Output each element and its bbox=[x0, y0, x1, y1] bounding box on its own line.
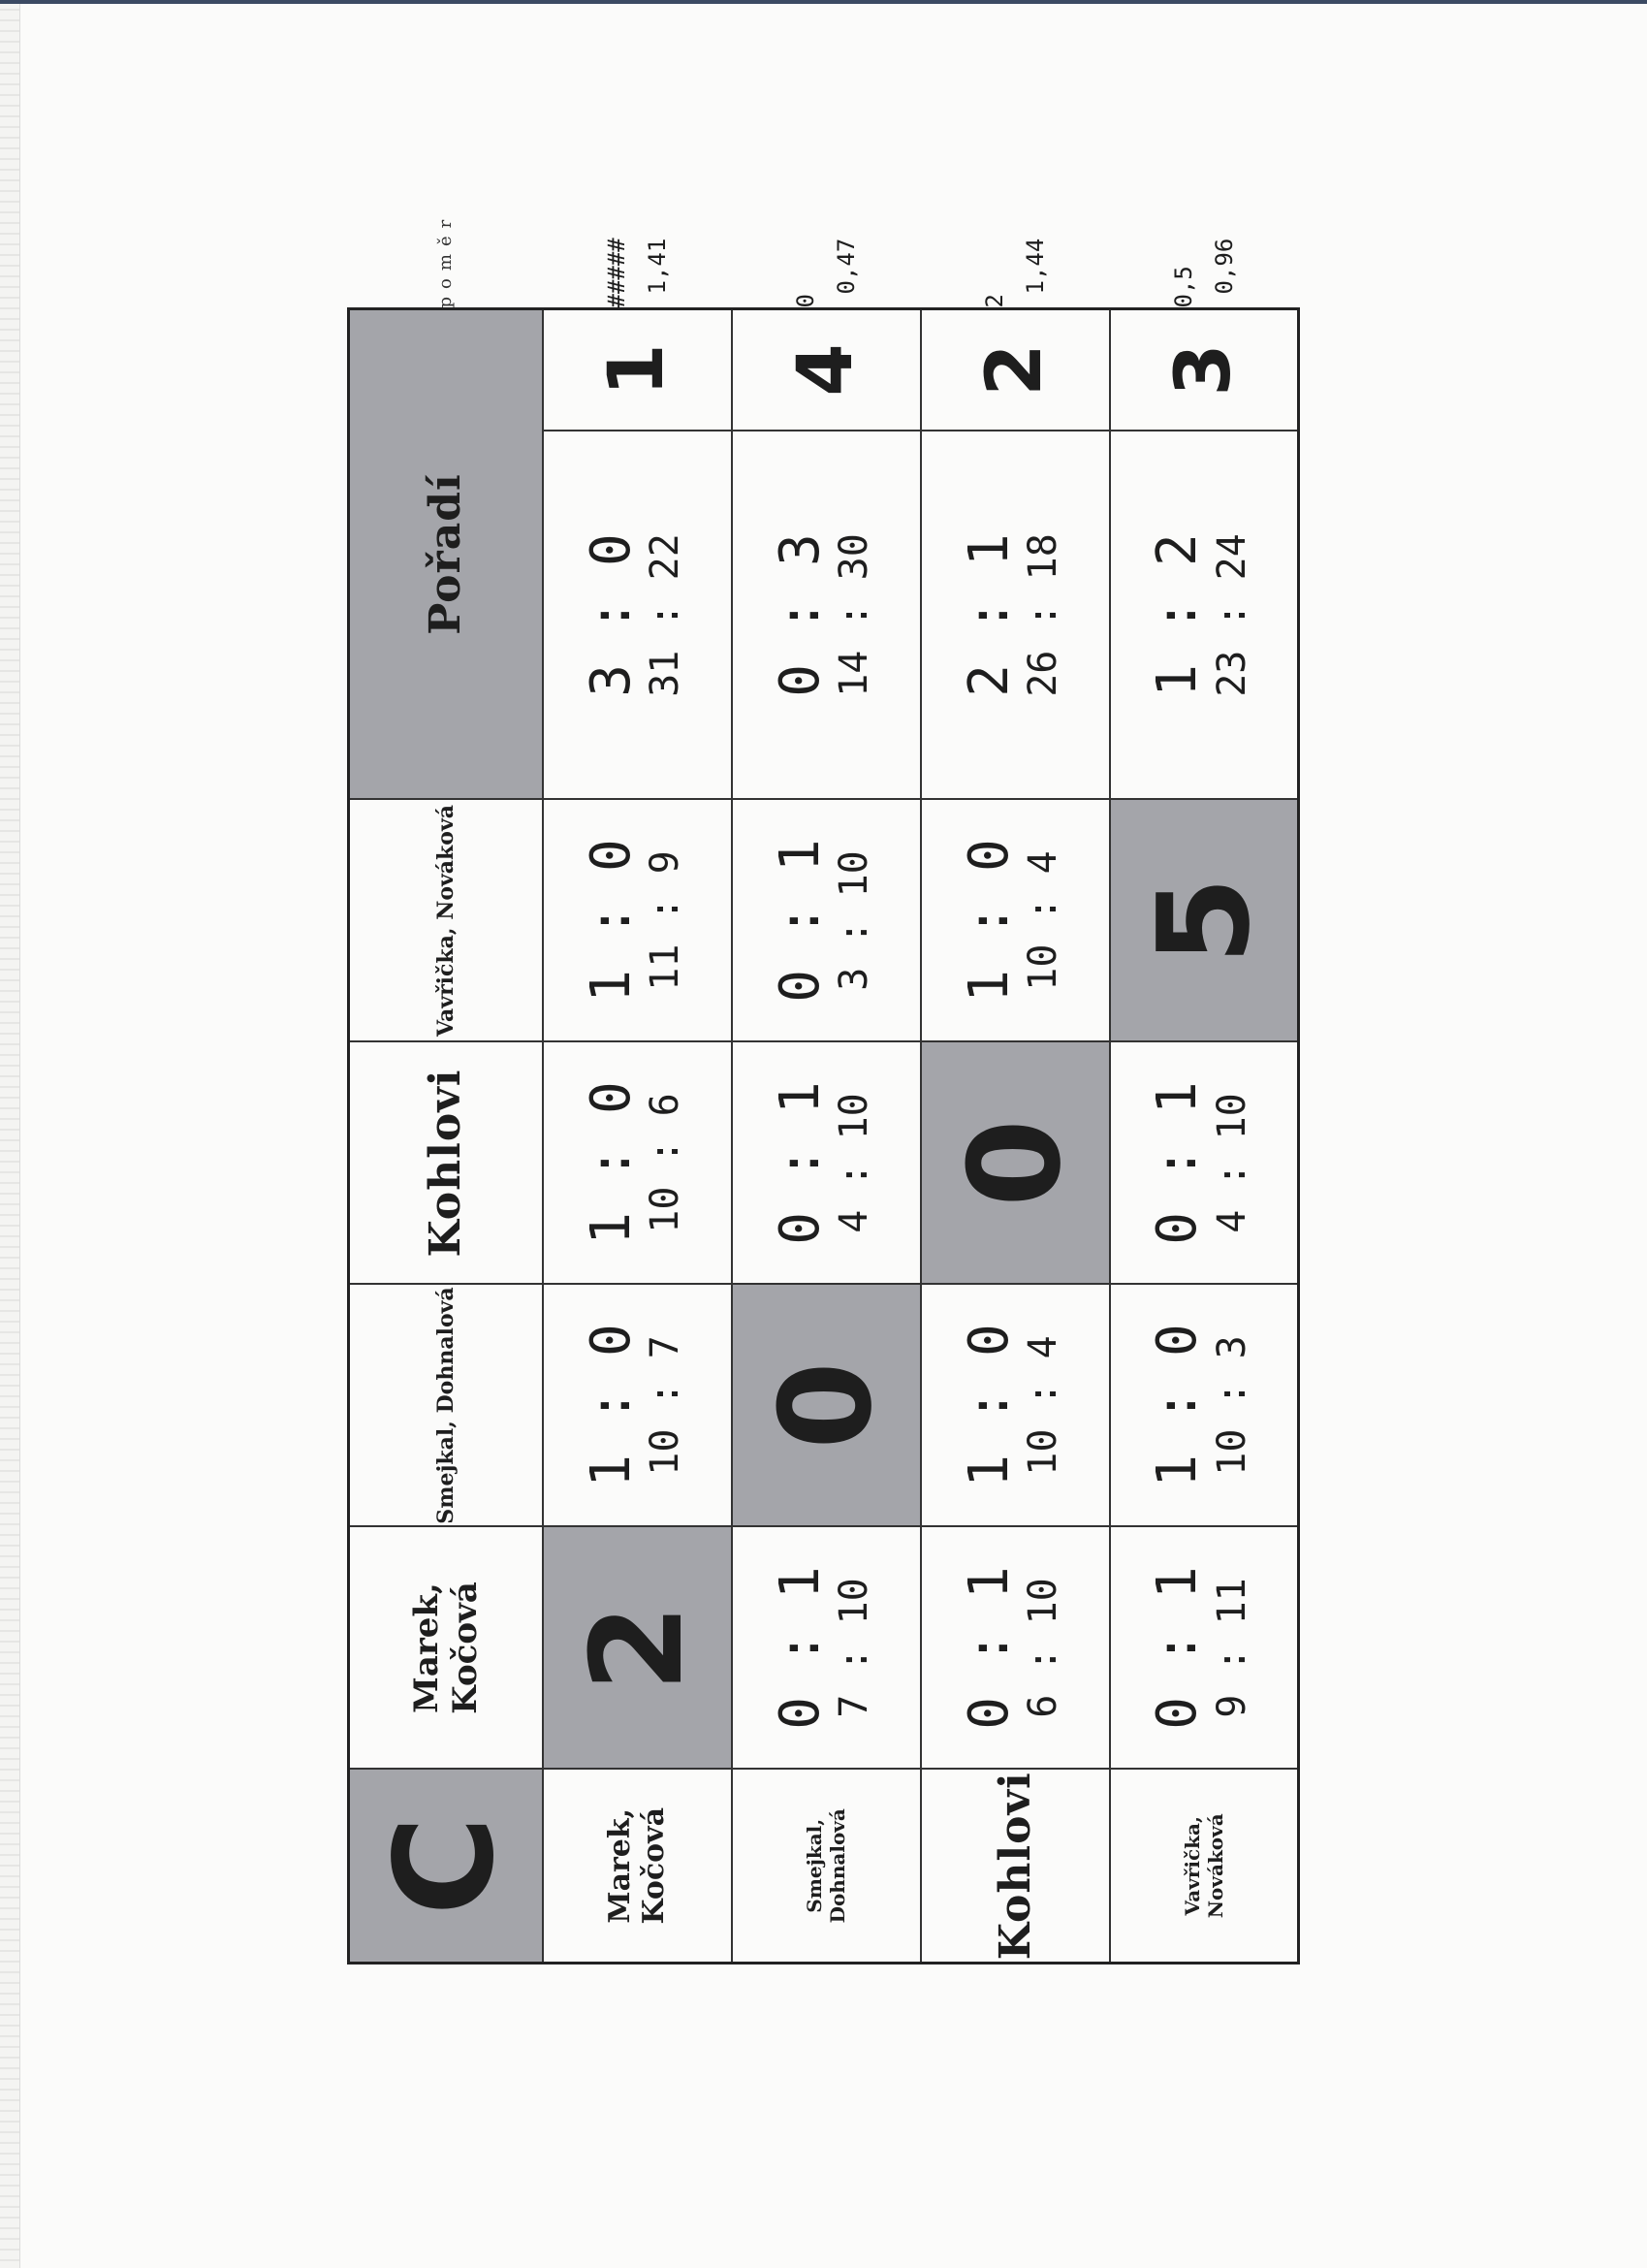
match-score: 0 : 1 bbox=[1146, 1081, 1210, 1245]
column-header bbox=[349, 800, 543, 1042]
rank-cell bbox=[732, 308, 921, 431]
match-points: 10 : 4 bbox=[1021, 850, 1066, 991]
match-score: 1 : 0 bbox=[1146, 1324, 1210, 1487]
match-cell bbox=[1110, 1285, 1299, 1527]
column-header bbox=[349, 1285, 543, 1527]
column-header-label: Kohlovi bbox=[421, 1069, 471, 1258]
diagonal-value: 5 bbox=[1129, 877, 1278, 965]
match-points: 3 : 10 bbox=[832, 850, 877, 991]
total-score: 1 : 2 bbox=[1146, 533, 1210, 697]
match-points: 7 : 10 bbox=[832, 1578, 877, 1718]
rank-value: 1 bbox=[593, 343, 681, 397]
match-cell bbox=[1110, 1042, 1299, 1285]
row-header-label: Smejkal, Dohnalová bbox=[803, 1808, 849, 1924]
results-sheet bbox=[347, 211, 1299, 1965]
rank-cell bbox=[1110, 308, 1299, 431]
column-header-label: Marek, Kočová bbox=[406, 1581, 485, 1714]
match-cell bbox=[732, 800, 921, 1042]
match-cell bbox=[732, 1042, 921, 1285]
match-points: 4 : 10 bbox=[1210, 1093, 1255, 1233]
row-header-label: Marek, Kočová bbox=[603, 1806, 671, 1925]
ratio-bottom-value: 1,44 bbox=[1022, 238, 1049, 295]
match-cell bbox=[1110, 1527, 1299, 1770]
table-row bbox=[1110, 308, 1299, 1963]
match-cell bbox=[543, 1042, 732, 1285]
match-score: 0 : 1 bbox=[957, 1566, 1021, 1730]
ratio-bottom-value: 0,96 bbox=[1210, 238, 1238, 295]
match-points: 10 : 3 bbox=[1210, 1335, 1255, 1476]
rank-header-cell bbox=[349, 308, 543, 799]
row-header-label: Kohlovi bbox=[990, 1772, 1040, 1961]
total-score: 2 : 1 bbox=[957, 533, 1021, 697]
match-points: 9 : 11 bbox=[1210, 1578, 1255, 1718]
row-header-label: Vavřička, Nováková bbox=[1180, 1813, 1227, 1919]
match-score: 0 : 1 bbox=[768, 839, 832, 1003]
match-points: 10 : 6 bbox=[643, 1093, 688, 1233]
match-score: 1 : 0 bbox=[579, 1081, 643, 1245]
total-cell bbox=[732, 431, 921, 800]
total-points: 14 : 30 bbox=[832, 533, 877, 697]
group-letter: C bbox=[365, 1815, 524, 1916]
rank-cell bbox=[921, 308, 1110, 431]
ratio-top-value: 0 bbox=[792, 294, 819, 308]
match-cell bbox=[732, 1527, 921, 1770]
ratio-top-value: ##### bbox=[603, 238, 630, 308]
total-points: 23 : 24 bbox=[1210, 533, 1255, 697]
scan-top-edge bbox=[0, 0, 1647, 4]
match-score: 1 : 0 bbox=[957, 1324, 1021, 1487]
diagonal-cell bbox=[543, 1527, 732, 1770]
match-points: 4 : 10 bbox=[832, 1093, 877, 1233]
rank-header: Pořadí bbox=[421, 473, 471, 635]
ratio-bottom-value: 1,41 bbox=[644, 238, 671, 295]
ratio-top-value: 2 bbox=[981, 294, 1008, 308]
total-points: 31 : 22 bbox=[643, 533, 688, 697]
group-letter-cell bbox=[349, 1770, 543, 1964]
total-score: 3 : 0 bbox=[579, 533, 643, 697]
row-header bbox=[732, 1770, 921, 1964]
table-row bbox=[732, 308, 921, 1963]
match-cell bbox=[543, 1285, 732, 1527]
match-score: 0 : 1 bbox=[1146, 1566, 1210, 1730]
diagonal-value: 0 bbox=[941, 1119, 1089, 1207]
rank-value: 3 bbox=[1159, 343, 1248, 397]
column-header-label: Vavřička, Nováková bbox=[432, 804, 459, 1038]
match-points: 6 : 10 bbox=[1021, 1578, 1066, 1718]
ratio-header: poměr bbox=[435, 211, 457, 308]
column-header bbox=[349, 1527, 543, 1770]
diagonal-cell bbox=[1110, 800, 1299, 1042]
ratio-bottom-value: 0,47 bbox=[833, 238, 860, 295]
header-row bbox=[349, 308, 543, 1963]
match-cell bbox=[921, 1285, 1110, 1527]
column-header bbox=[349, 1042, 543, 1285]
diagonal-cell bbox=[921, 1042, 1110, 1285]
match-points: 10 : 7 bbox=[643, 1335, 688, 1476]
row-header bbox=[921, 1770, 1110, 1964]
table-row bbox=[921, 308, 1110, 1963]
page-binding-edge bbox=[0, 0, 20, 2268]
rank-value: 4 bbox=[782, 343, 870, 397]
match-points: 10 : 4 bbox=[1021, 1335, 1066, 1476]
diagonal-value: 2 bbox=[563, 1604, 711, 1692]
match-cell bbox=[543, 800, 732, 1042]
match-score: 1 : 0 bbox=[579, 1324, 643, 1487]
ratio-top-value: 0,5 bbox=[1169, 266, 1197, 308]
match-score: 0 : 1 bbox=[768, 1081, 832, 1245]
rank-value: 2 bbox=[971, 343, 1059, 397]
match-score: 1 : 0 bbox=[957, 839, 1021, 1003]
total-cell bbox=[921, 431, 1110, 800]
match-score: 1 : 0 bbox=[579, 839, 643, 1003]
total-score: 0 : 3 bbox=[768, 533, 832, 697]
match-cell bbox=[921, 1527, 1110, 1770]
row-header bbox=[1110, 1770, 1299, 1964]
table-row bbox=[543, 308, 732, 1963]
total-cell bbox=[1110, 431, 1299, 800]
match-score: 0 : 1 bbox=[768, 1566, 832, 1730]
row-header bbox=[543, 1770, 732, 1964]
diagonal-value: 0 bbox=[752, 1361, 900, 1450]
diagonal-cell bbox=[732, 1285, 921, 1527]
match-cell bbox=[921, 800, 1110, 1042]
total-cell bbox=[543, 431, 732, 800]
total-points: 26 : 18 bbox=[1021, 533, 1066, 697]
match-points: 11 : 9 bbox=[643, 850, 688, 991]
group-results-table bbox=[347, 211, 1300, 1965]
column-header-label: Smejkal, Dohnalová bbox=[432, 1287, 459, 1524]
rank-cell bbox=[543, 308, 732, 431]
